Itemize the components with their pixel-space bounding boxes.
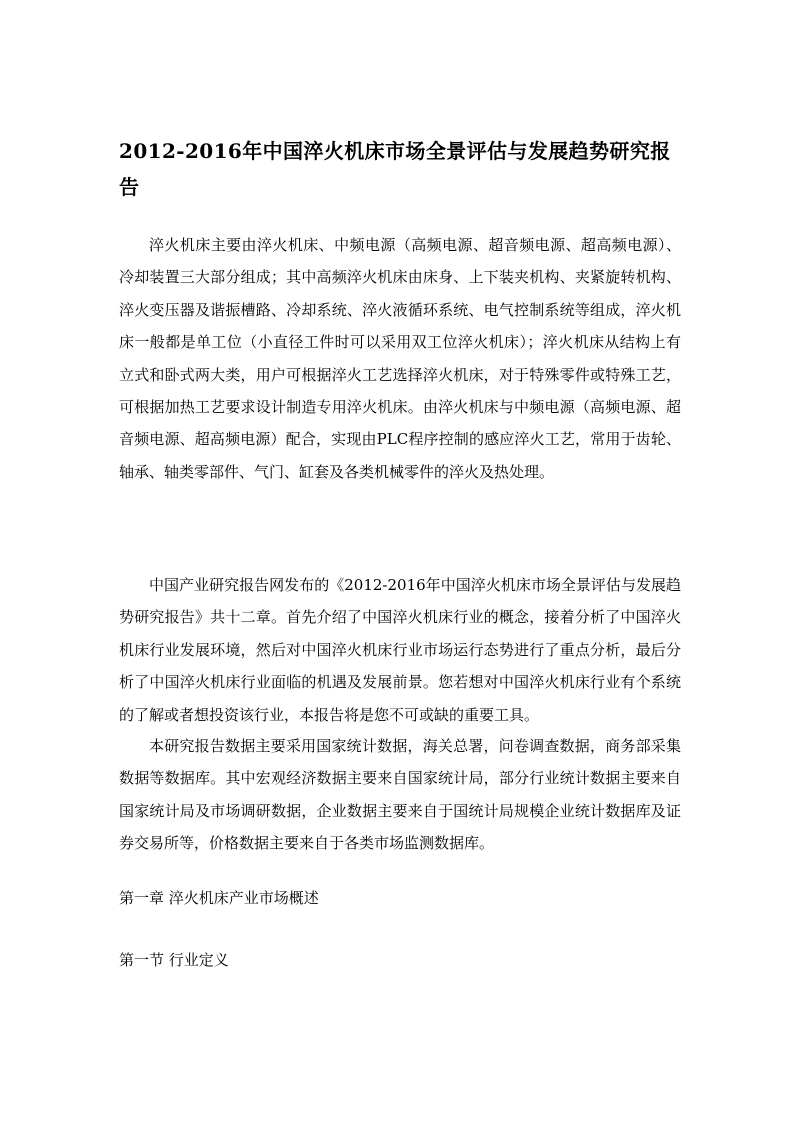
report-summary-paragraph: 中国产业研究报告网发布的《2012-2016年中国淬火机床市场全景评估与发展趋势研究报告》共十二章。首先介绍了中国淬火机床行业的概念，接着分析了中国淬火机床行业发展环境，然后对中国淬火机床行业市场运行态势进行了重点分析，最后分析了中国淬火机床行业面临的机遇及发展前景。您若想对中国淬火机床行业有个系统的了解或者想投资该行业，本报告将是您不可或缺的重要工具。: [119, 576, 681, 724]
data-source-paragraph: 本研究报告数据主要采用国家统计数据，海关总署，问卷调查数据，商务部采集数据等数据库。其中宏观经济数据主要来自国家统计局，部分行业统计数据主要来自国家统计局及市场调研数据，企业数据主要来自于国统计局规模企业统计数据库及证券交易所等，价格数据主要来自于各类市场监测数据库。: [119, 737, 681, 853]
chapter-heading: 第一章 淬火机床产业市场概述: [119, 889, 319, 907]
intro-paragraph: 淬火机床主要由淬火机床、中频电源（高频电源、超音频电源、超高频电源）、冷却装置三大部分组成；其中高频淬火机床由床身、上下装夹机构、夹紧旋转机构、淬火变压器及谐振槽路、冷却系统、淬火液循环系统、电气控制系统等组成，淬火机床一般都是单工位（小直径工件时可以采用双工位淬火机床）；淬火机床从结构上有立式和卧式两大类，用户可根据淬火工艺选择淬火机床，对于特殊零件或特殊工艺，可根据加热工艺要求设计制造专用淬火机床。由淬火机床与中频电源（高频电源、超音频电源、超高频电源）配合，实现由PLC程序控制的感应淬火工艺，常用于齿轮、轴承、轴类零部件、气门、缸套及各类机械零件的淬火及热处理。: [119, 236, 681, 481]
document-title: 2012-2016年中国淬火机床市场全景评估与发展趋势研究报告: [119, 139, 671, 199]
section-heading: 第一节 行业定义: [119, 951, 229, 969]
